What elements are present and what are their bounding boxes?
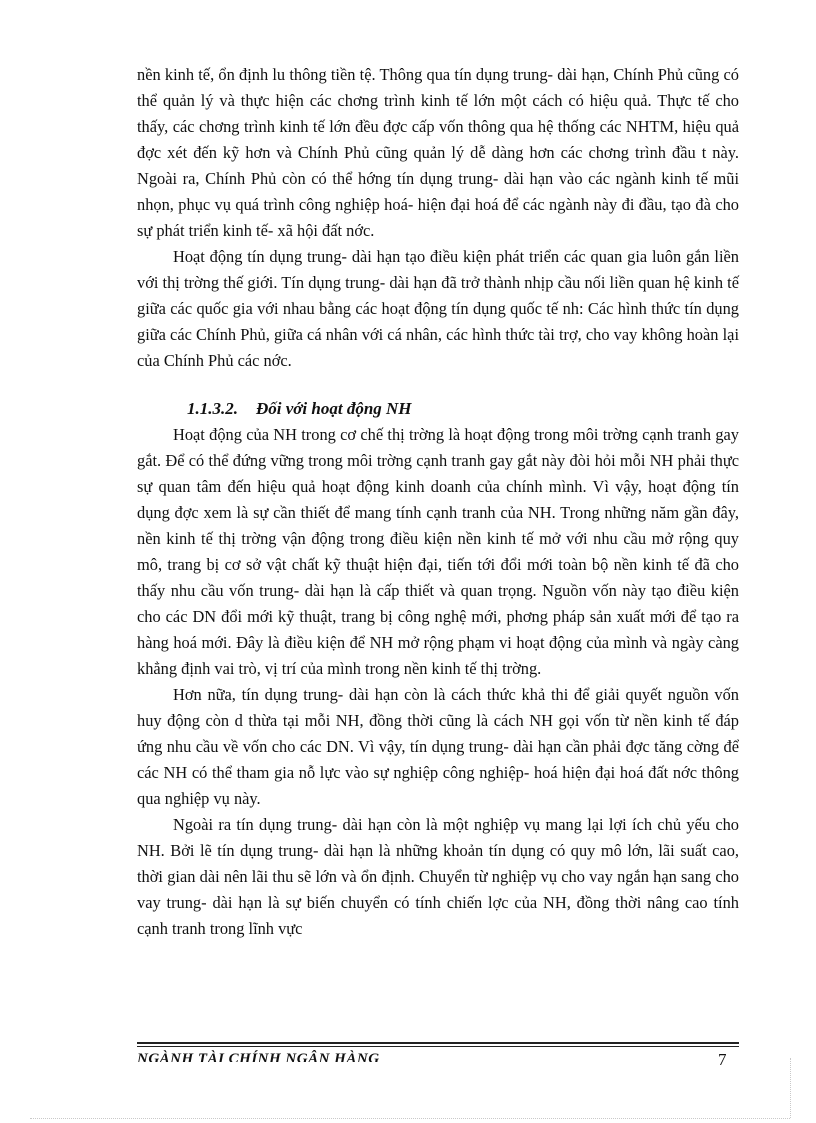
section-number: 1.1.3.2. [187,399,238,418]
page-number: 7 [718,1050,727,1069]
paragraph-2: Hoạt động tín dụng trung- dài hạn tạo điều kiện phát triển các quan gia luôn gắn liền với thị trờng thế giới. Tín dụng trung- dài hạn đã trở thành nhịp cầu nối liền quan hệ kinh tế giữa các quốc gia với nhau bằng các hoạt động tín dụng quốc tế nh: Các hình thức tín dụng giữa các Chính Phủ, giữa cá nhân với cá nhân, các hình thức tài trợ, cho vay không hoàn lại của Chính Phủ các nớc. [137,247,739,370]
section-heading [137,396,739,422]
page-body [137,62,739,942]
section-title: Đối với hoạt động NH [256,399,412,418]
paragraph-3: Hoạt động của NH trong cơ chế thị trờng là hoạt động trong môi trờng cạnh tranh gay gắt. Để có thể đứng vững trong môi trờng cạnh tranh gay gắt này đòi hỏi mỗi NH phải thực sự quan tâm đến hiệu quả hoạt động kinh doanh của chính mình. Vì vậy, hoạt động tín dụng đợc xem là sự cần thiết để mang tính cạnh tranh của NH. Trong những năm gần đây, nền kinh tế thị trờng vận động trong điều kiện nền kinh tế mở với nhu cầu mở rộng quy mô, trang bị cơ sở vật chất kỹ thuật hiện đại, tiến tới đổi mới toàn bộ nền kinh tế đã cho thấy nhu cầu vốn trung- dài hạn là cấp thiết và quan trọng. Nguồn vốn này tạo điều kiện cho các DN đổi mới kỹ thuật, trang bị công nghệ mới, phơng pháp sản xuất mới để tạo ra hàng hoá mới. Đây là điều kiện để NH mở rộng phạm vi hoạt động của mình và ngày càng khẳng định vai trò, vị trí của mình trong nền kinh tế thị trờng. [137,425,739,678]
footer-title: NGÀNH TÀI CHÍNH NGÂN HÀNG [137,1051,380,1062]
footer-rule-thick [137,1042,739,1044]
page-edge-dotted [30,1118,790,1119]
page-edge-dotted-vertical [790,1058,791,1118]
paragraph-5: Ngoài ra tín dụng trung- dài hạn còn là một nghiệp vụ mang lại lợi ích chủ yếu cho NH. Bởi lẽ tín dụng trung- dài hạn là những khoản tín dụng có quy mô lớn, lãi suất cao, thời gian dài nên lãi thu sẽ lớn và ổn định. Chuyển từ nghiệp vụ cho vay ngắn hạn sang cho vay trung- dài hạn là sự biến chuyển có tính chiến lợc của NH, đồng thời nâng cao tính cạnh tranh trong lĩnh vực [137,815,739,938]
paragraph-1: nền kinh tế, ổn định lu thông tiền tệ. Thông qua tín dụng trung- dài hạn, Chính Phủ cũng có thể quản lý và thực hiện các chơng trình kinh tế lớn một cách có hiệu quả. Thực tế cho thấy, các chơng trình kinh tế lớn đều đợc cấp vốn thông qua hệ thống các NHTM, hiệu quả đợc xét đến kỹ hơn và Chính Phủ cũng quản lý dễ dàng hơn các chơng trình đầu t này. Ngoài ra, Chính Phủ còn có thể hớng tín dụng trung- dài hạn vào các ngành kinh tế mũi nhọn, phục vụ quá trình công nghiệp hoá- hiện đại hoá để các ngành này đi đầu, tạo đà cho sự phát triển kinh tế- xã hội đất nớc. [137,65,739,240]
paragraph-4: Hơn nữa, tín dụng trung- dài hạn còn là cách thức khả thi để giải quyết nguồn vốn huy động còn d thừa tại mỗi NH, đồng thời cũng là cách NH gọi vốn từ nền kinh tế đáp ứng nhu cầu về vốn cho các DN. Vì vậy, tín dụng trung- dài hạn cần phải đợc tăng cờng để các NH có thể tham gia nỗ lực vào sự nghiệp công nghiệp- hoá hiện đại hoá đất nớc thông qua nghiệp vụ này. [137,685,739,808]
footer-rule-thin [137,1046,739,1047]
